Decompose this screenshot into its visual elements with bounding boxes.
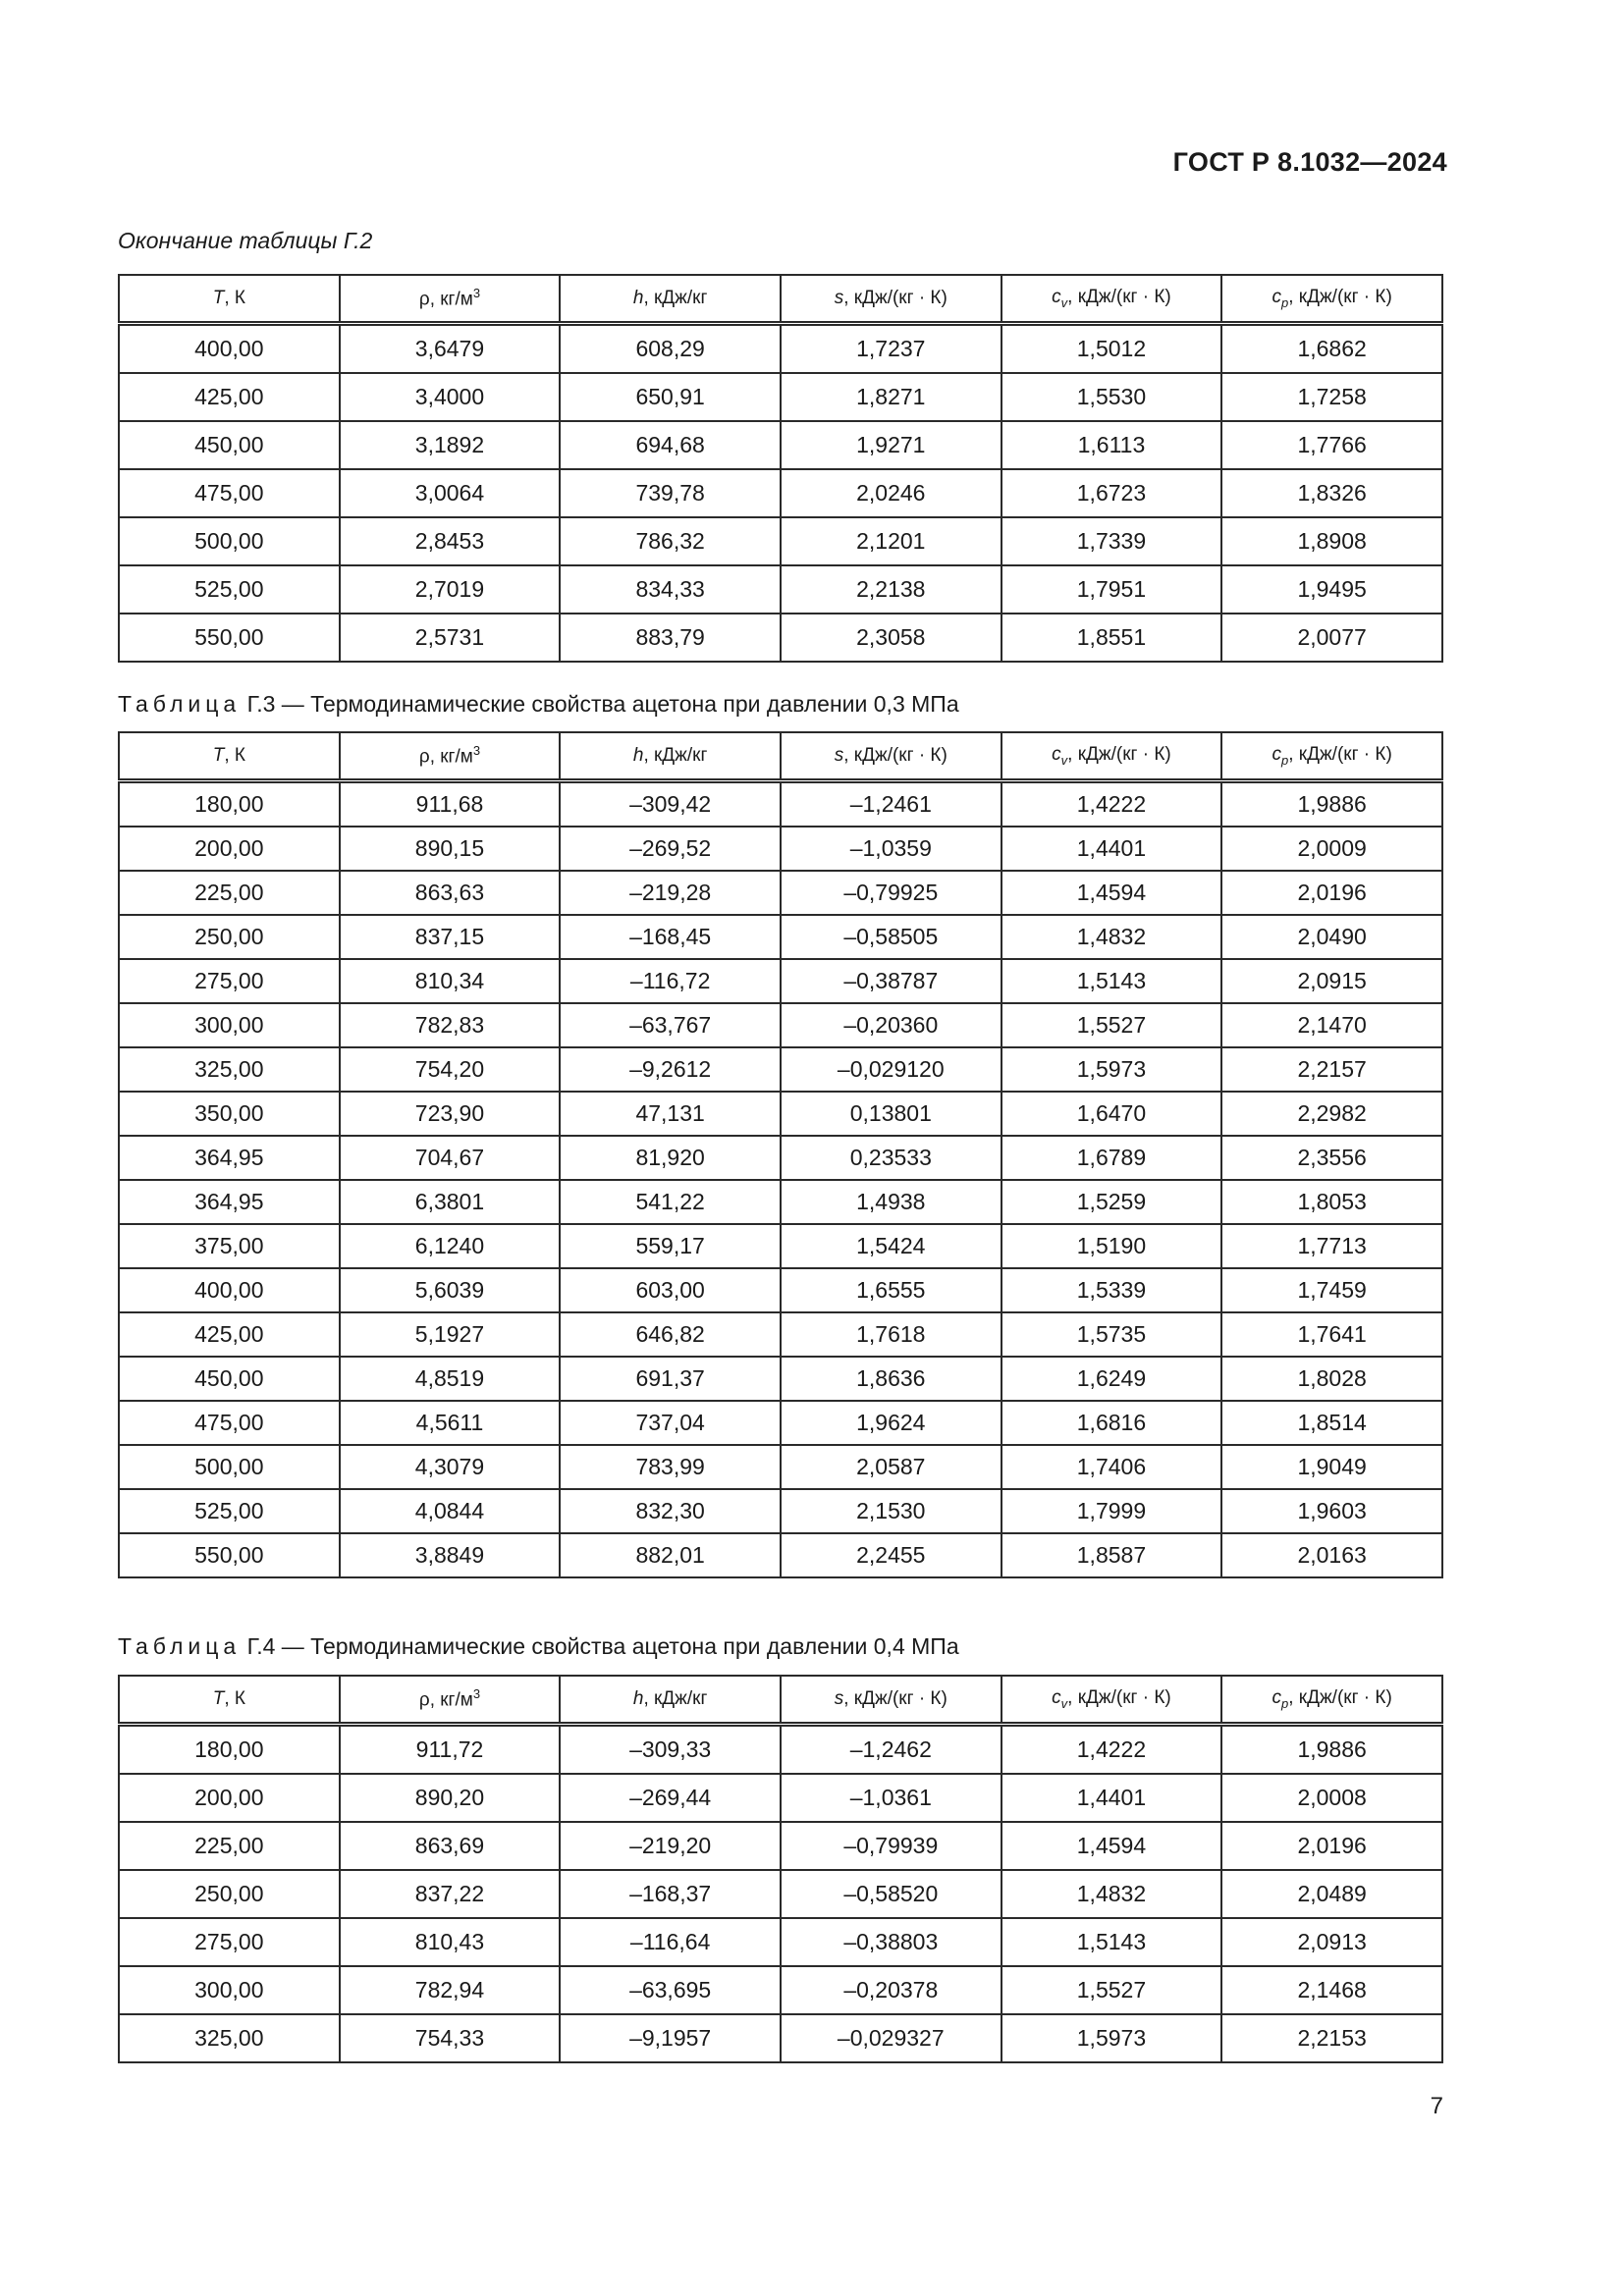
- cell-enthalpy: 786,32: [560, 517, 781, 565]
- cell-cp: 1,9603: [1221, 1489, 1442, 1533]
- cell-cp: 1,8053: [1221, 1180, 1442, 1224]
- cell-enthalpy: 783,99: [560, 1445, 781, 1489]
- cell-enthalpy: 737,04: [560, 1401, 781, 1445]
- cell-cv: 1,5143: [1001, 959, 1222, 1003]
- cell-density: 863,69: [340, 1822, 561, 1870]
- col-header-cp: $c_p$, кДж/(кг · К): [1221, 275, 1442, 324]
- cell-temperature: 275,00: [119, 1918, 340, 1966]
- cell-temperature: 400,00: [119, 1268, 340, 1312]
- col-header-enthalpy: h, кДж/кг: [560, 275, 781, 324]
- cell-enthalpy: 883,79: [560, 614, 781, 662]
- cell-temperature: 250,00: [119, 915, 340, 959]
- cell-density: 782,94: [340, 1966, 561, 2014]
- cell-entropy: –1,0361: [781, 1774, 1001, 1822]
- cell-temperature: 300,00: [119, 1003, 340, 1047]
- cell-density: 3,0064: [340, 469, 561, 517]
- cell-enthalpy: –309,33: [560, 1725, 781, 1775]
- table-row: [119, 827, 1442, 871]
- cell-density: 911,68: [340, 781, 561, 828]
- cell-cp: 2,0009: [1221, 827, 1442, 871]
- cell-cp: 2,2153: [1221, 2014, 1442, 2062]
- cell-temperature: 400,00: [119, 324, 340, 374]
- cell-enthalpy: –269,52: [560, 827, 781, 871]
- cell-entropy: 1,4938: [781, 1180, 1001, 1224]
- table-row: [119, 1003, 1442, 1047]
- cell-entropy: –0,38787: [781, 959, 1001, 1003]
- table-row: [119, 1047, 1442, 1092]
- col-header-density: ρ, $кг/м^3$: [340, 275, 561, 324]
- col-header-temperature: T, К: [119, 1676, 340, 1725]
- cell-density: 3,6479: [340, 324, 561, 374]
- cell-temperature: 500,00: [119, 1445, 340, 1489]
- cell-entropy: 0,13801: [781, 1092, 1001, 1136]
- cell-cv: 1,4222: [1001, 1725, 1222, 1775]
- cell-cp: 2,2982: [1221, 1092, 1442, 1136]
- cell-entropy: –0,79939: [781, 1822, 1001, 1870]
- cell-density: 3,4000: [340, 373, 561, 421]
- cell-temperature: 180,00: [119, 781, 340, 828]
- cell-density: 5,1927: [340, 1312, 561, 1357]
- cell-entropy: 1,8636: [781, 1357, 1001, 1401]
- col-header-entropy: s, кДж/(кг · К): [781, 275, 1001, 324]
- cell-entropy: 1,9624: [781, 1401, 1001, 1445]
- cell-temperature: 475,00: [119, 1401, 340, 1445]
- cell-density: 2,8453: [340, 517, 561, 565]
- cell-temperature: 500,00: [119, 517, 340, 565]
- col-header-density: ρ, $кг/м^3$: [340, 732, 561, 781]
- col-header-entropy: s, кДж/(кг · К): [781, 732, 1001, 781]
- cell-cv: 1,4832: [1001, 915, 1222, 959]
- cell-enthalpy: –9,2612: [560, 1047, 781, 1092]
- cell-entropy: –0,79925: [781, 871, 1001, 915]
- cell-density: 4,0844: [340, 1489, 561, 1533]
- cell-temperature: 550,00: [119, 614, 340, 662]
- cell-cp: 2,1470: [1221, 1003, 1442, 1047]
- cell-temperature: 250,00: [119, 1870, 340, 1918]
- table-row: [119, 1774, 1442, 1822]
- cell-cp: 2,0163: [1221, 1533, 1442, 1577]
- col-header-density: ρ, $кг/м^3$: [340, 1676, 561, 1725]
- cell-enthalpy: 559,17: [560, 1224, 781, 1268]
- cell-cv: 1,5973: [1001, 2014, 1222, 2062]
- cell-temperature: 200,00: [119, 1774, 340, 1822]
- cell-cp: 2,0077: [1221, 614, 1442, 662]
- cell-entropy: –1,2461: [781, 781, 1001, 828]
- cell-density: 810,34: [340, 959, 561, 1003]
- col-header-cv: $c_v$, кДж/(кг · К): [1001, 275, 1222, 324]
- document-id: ГОСТ Р 8.1032—2024: [1172, 147, 1447, 177]
- table-g4: [118, 1675, 1443, 2063]
- cell-entropy: 2,2138: [781, 565, 1001, 614]
- cell-cv: 1,4594: [1001, 1822, 1222, 1870]
- col-header-cv: $c_v$, кДж/(кг · К): [1001, 732, 1222, 781]
- table-row: [119, 959, 1442, 1003]
- cell-entropy: –0,58505: [781, 915, 1001, 959]
- cell-entropy: –0,38803: [781, 1918, 1001, 1966]
- cell-enthalpy: –116,64: [560, 1918, 781, 1966]
- cell-enthalpy: 650,91: [560, 373, 781, 421]
- cell-temperature: 200,00: [119, 827, 340, 871]
- cell-temperature: 375,00: [119, 1224, 340, 1268]
- cell-cv: 1,4222: [1001, 781, 1222, 828]
- cell-density: 2,7019: [340, 565, 561, 614]
- cell-cv: 1,6723: [1001, 469, 1222, 517]
- table-header-row: [119, 275, 1442, 324]
- table-g4-caption: [118, 1633, 959, 1660]
- table-g3-caption-label: Таблица: [118, 691, 242, 717]
- cell-enthalpy: 694,68: [560, 421, 781, 469]
- cell-cp: 2,0196: [1221, 1822, 1442, 1870]
- table-row: [119, 1401, 1442, 1445]
- table-row: [119, 1918, 1442, 1966]
- col-header-cv: $c_v$, кДж/(кг · К): [1001, 1676, 1222, 1725]
- cell-temperature: 225,00: [119, 1822, 340, 1870]
- cell-enthalpy: –219,28: [560, 871, 781, 915]
- cell-enthalpy: –309,42: [560, 781, 781, 828]
- cell-enthalpy: –219,20: [560, 1822, 781, 1870]
- cell-enthalpy: –9,1957: [560, 2014, 781, 2062]
- cell-cv: 1,7406: [1001, 1445, 1222, 1489]
- table-row: [119, 1136, 1442, 1180]
- cell-entropy: –0,20360: [781, 1003, 1001, 1047]
- table-row: [119, 781, 1442, 828]
- cell-cv: 1,5527: [1001, 1966, 1222, 2014]
- cell-cp: 2,2157: [1221, 1047, 1442, 1092]
- cell-enthalpy: –63,695: [560, 1966, 781, 2014]
- cell-cp: 1,9886: [1221, 781, 1442, 828]
- cell-cv: 1,7339: [1001, 517, 1222, 565]
- cell-entropy: –0,029327: [781, 2014, 1001, 2062]
- page-number: 7: [1430, 2093, 1443, 2119]
- cell-cp: 2,0489: [1221, 1870, 1442, 1918]
- cell-density: 863,63: [340, 871, 561, 915]
- table-row: [119, 915, 1442, 959]
- table-row: [119, 1180, 1442, 1224]
- cell-enthalpy: 882,01: [560, 1533, 781, 1577]
- table-header-row: [119, 1676, 1442, 1725]
- cell-enthalpy: –116,72: [560, 959, 781, 1003]
- cell-cp: 2,3556: [1221, 1136, 1442, 1180]
- cell-cv: 1,4594: [1001, 871, 1222, 915]
- cell-density: 837,22: [340, 1870, 561, 1918]
- cell-cp: 1,9886: [1221, 1725, 1442, 1775]
- table-g2: [118, 274, 1443, 663]
- table-g4-caption-label: Таблица: [118, 1633, 242, 1659]
- cell-cp: 1,7713: [1221, 1224, 1442, 1268]
- cell-density: 4,3079: [340, 1445, 561, 1489]
- table-row: [119, 373, 1442, 421]
- cell-temperature: 275,00: [119, 959, 340, 1003]
- cell-entropy: 2,0246: [781, 469, 1001, 517]
- table-row: [119, 1966, 1442, 2014]
- table-row: [119, 1822, 1442, 1870]
- cell-cp: 1,8514: [1221, 1401, 1442, 1445]
- cell-temperature: 364,95: [119, 1180, 340, 1224]
- table-row: [119, 1268, 1442, 1312]
- cell-entropy: 2,2455: [781, 1533, 1001, 1577]
- cell-enthalpy: –63,767: [560, 1003, 781, 1047]
- cell-temperature: 425,00: [119, 1312, 340, 1357]
- table-row: [119, 324, 1442, 374]
- table-row: [119, 614, 1442, 662]
- cell-cv: 1,5012: [1001, 324, 1222, 374]
- cell-cv: 1,6249: [1001, 1357, 1222, 1401]
- cell-cp: 1,8326: [1221, 469, 1442, 517]
- cell-density: 810,43: [340, 1918, 561, 1966]
- cell-cv: 1,6789: [1001, 1136, 1222, 1180]
- cell-enthalpy: 81,920: [560, 1136, 781, 1180]
- table-header-row: [119, 732, 1442, 781]
- table-g3-caption-text: Г.3 — Термодинамические свойства ацетона при давлении 0,3 МПа: [241, 691, 959, 717]
- cell-enthalpy: 739,78: [560, 469, 781, 517]
- cell-density: 4,8519: [340, 1357, 561, 1401]
- cell-cp: 2,0008: [1221, 1774, 1442, 1822]
- cell-cv: 1,4401: [1001, 1774, 1222, 1822]
- cell-cv: 1,5530: [1001, 373, 1222, 421]
- cell-temperature: 525,00: [119, 565, 340, 614]
- cell-temperature: 475,00: [119, 469, 340, 517]
- col-header-cp: $c_p$, кДж/(кг · К): [1221, 732, 1442, 781]
- table-row: [119, 517, 1442, 565]
- cell-temperature: 325,00: [119, 1047, 340, 1092]
- cell-cv: 1,5735: [1001, 1312, 1222, 1357]
- cell-entropy: –0,58520: [781, 1870, 1001, 1918]
- cell-density: 754,20: [340, 1047, 561, 1092]
- table-row: [119, 1445, 1442, 1489]
- col-header-temperature: T, К: [119, 275, 340, 324]
- cell-density: 6,1240: [340, 1224, 561, 1268]
- cell-entropy: 1,7618: [781, 1312, 1001, 1357]
- cell-density: 754,33: [340, 2014, 561, 2062]
- cell-entropy: 1,8271: [781, 373, 1001, 421]
- table-g3-caption: [118, 691, 959, 718]
- cell-temperature: 364,95: [119, 1136, 340, 1180]
- cell-cv: 1,5259: [1001, 1180, 1222, 1224]
- cell-cp: 1,7459: [1221, 1268, 1442, 1312]
- table-row: [119, 1092, 1442, 1136]
- cell-temperature: 425,00: [119, 373, 340, 421]
- cell-density: 723,90: [340, 1092, 561, 1136]
- cell-cp: 1,7641: [1221, 1312, 1442, 1357]
- col-header-enthalpy: h, кДж/кг: [560, 732, 781, 781]
- cell-cp: 1,9049: [1221, 1445, 1442, 1489]
- col-header-entropy: s, кДж/(кг · К): [781, 1676, 1001, 1725]
- table-row: [119, 1725, 1442, 1775]
- cell-entropy: 2,0587: [781, 1445, 1001, 1489]
- cell-cp: 2,0196: [1221, 871, 1442, 915]
- cell-enthalpy: –168,45: [560, 915, 781, 959]
- col-header-temperature: T, К: [119, 732, 340, 781]
- table-row: [119, 1870, 1442, 1918]
- cell-cp: 1,6862: [1221, 324, 1442, 374]
- cell-entropy: 1,9271: [781, 421, 1001, 469]
- col-header-cp: $c_p$, кДж/(кг · К): [1221, 1676, 1442, 1725]
- col-header-enthalpy: h, кДж/кг: [560, 1676, 781, 1725]
- cell-enthalpy: –168,37: [560, 1870, 781, 1918]
- cell-density: 3,8849: [340, 1533, 561, 1577]
- cell-enthalpy: –269,44: [560, 1774, 781, 1822]
- cell-temperature: 350,00: [119, 1092, 340, 1136]
- cell-cv: 1,6113: [1001, 421, 1222, 469]
- cell-density: 782,83: [340, 1003, 561, 1047]
- cell-temperature: 550,00: [119, 1533, 340, 1577]
- table-row: [119, 1489, 1442, 1533]
- cell-density: 890,15: [340, 827, 561, 871]
- table-row: [119, 469, 1442, 517]
- cell-density: 6,3801: [340, 1180, 561, 1224]
- table-g3: [118, 731, 1443, 1578]
- cell-temperature: 450,00: [119, 1357, 340, 1401]
- cell-temperature: 450,00: [119, 421, 340, 469]
- cell-entropy: 1,7237: [781, 324, 1001, 374]
- cell-density: 3,1892: [340, 421, 561, 469]
- cell-enthalpy: 541,22: [560, 1180, 781, 1224]
- cell-cv: 1,7951: [1001, 565, 1222, 614]
- cell-entropy: –1,2462: [781, 1725, 1001, 1775]
- cell-enthalpy: 603,00: [560, 1268, 781, 1312]
- cell-temperature: 325,00: [119, 2014, 340, 2062]
- cell-cp: 2,0913: [1221, 1918, 1442, 1966]
- cell-cv: 1,5527: [1001, 1003, 1222, 1047]
- cell-entropy: 2,1530: [781, 1489, 1001, 1533]
- cell-cp: 2,0915: [1221, 959, 1442, 1003]
- cell-cv: 1,8551: [1001, 614, 1222, 662]
- table-row: [119, 2014, 1442, 2062]
- cell-density: 837,15: [340, 915, 561, 959]
- cell-cv: 1,4832: [1001, 1870, 1222, 1918]
- cell-density: 2,5731: [340, 614, 561, 662]
- cell-enthalpy: 832,30: [560, 1489, 781, 1533]
- table-row: [119, 565, 1442, 614]
- cell-cp: 1,8908: [1221, 517, 1442, 565]
- cell-entropy: 2,3058: [781, 614, 1001, 662]
- table-row: [119, 1533, 1442, 1577]
- table-row: [119, 1312, 1442, 1357]
- cell-cv: 1,5339: [1001, 1268, 1222, 1312]
- cell-temperature: 180,00: [119, 1725, 340, 1775]
- table-g2-caption: Окончание таблицы Г.2: [118, 228, 373, 253]
- cell-enthalpy: 646,82: [560, 1312, 781, 1357]
- cell-cv: 1,4401: [1001, 827, 1222, 871]
- cell-cp: 1,8028: [1221, 1357, 1442, 1401]
- cell-entropy: –1,0359: [781, 827, 1001, 871]
- cell-entropy: 0,23533: [781, 1136, 1001, 1180]
- cell-entropy: 1,6555: [781, 1268, 1001, 1312]
- cell-cv: 1,5973: [1001, 1047, 1222, 1092]
- cell-density: 4,5611: [340, 1401, 561, 1445]
- table-row: [119, 1357, 1442, 1401]
- cell-enthalpy: 834,33: [560, 565, 781, 614]
- cell-enthalpy: 608,29: [560, 324, 781, 374]
- cell-density: 5,6039: [340, 1268, 561, 1312]
- cell-temperature: 300,00: [119, 1966, 340, 2014]
- cell-cv: 1,8587: [1001, 1533, 1222, 1577]
- cell-entropy: –0,029120: [781, 1047, 1001, 1092]
- cell-cp: 2,0490: [1221, 915, 1442, 959]
- cell-cp: 1,7258: [1221, 373, 1442, 421]
- cell-entropy: –0,20378: [781, 1966, 1001, 2014]
- table-row: [119, 1224, 1442, 1268]
- cell-cv: 1,7999: [1001, 1489, 1222, 1533]
- table-g4-caption-text: Г.4 — Термодинамические свойства ацетона при давлении 0,4 МПа: [241, 1633, 959, 1659]
- cell-density: 911,72: [340, 1725, 561, 1775]
- cell-enthalpy: 691,37: [560, 1357, 781, 1401]
- cell-cp: 2,1468: [1221, 1966, 1442, 2014]
- table-row: [119, 421, 1442, 469]
- cell-entropy: 1,5424: [781, 1224, 1001, 1268]
- cell-enthalpy: 47,131: [560, 1092, 781, 1136]
- cell-cp: 1,7766: [1221, 421, 1442, 469]
- cell-cv: 1,6470: [1001, 1092, 1222, 1136]
- table-row: [119, 871, 1442, 915]
- cell-density: 704,67: [340, 1136, 561, 1180]
- cell-cp: 1,9495: [1221, 565, 1442, 614]
- cell-entropy: 2,1201: [781, 517, 1001, 565]
- cell-density: 890,20: [340, 1774, 561, 1822]
- cell-cv: 1,6816: [1001, 1401, 1222, 1445]
- cell-cv: 1,5190: [1001, 1224, 1222, 1268]
- cell-temperature: 225,00: [119, 871, 340, 915]
- cell-cv: 1,5143: [1001, 1918, 1222, 1966]
- cell-temperature: 525,00: [119, 1489, 340, 1533]
